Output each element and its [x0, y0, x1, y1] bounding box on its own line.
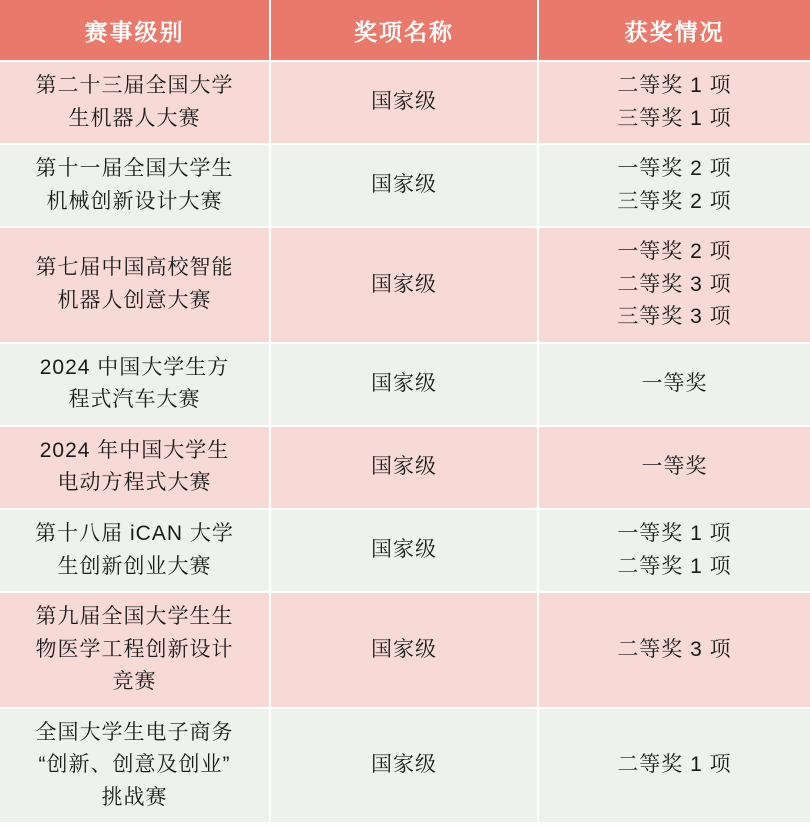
cell-event: 2024 年中国大学生 电动方程式大赛 — [0, 426, 270, 509]
column-header-result: 获奖情况 — [538, 0, 810, 61]
cell-level: 国家级 — [270, 592, 538, 708]
cell-result: 一等奖 — [538, 426, 810, 509]
cell-result: 一等奖 2 项 二等奖 3 项 三等奖 3 项 — [538, 227, 810, 343]
table-row — [0, 509, 810, 592]
cell-result: 一等奖 — [538, 343, 810, 426]
column-header-event: 赛事级别 — [0, 0, 270, 61]
cell-event: 第十一届全国大学生 机械创新设计大赛 — [0, 144, 270, 227]
table-row — [0, 61, 810, 144]
cell-event: 第七届中国高校智能 机器人创意大赛 — [0, 227, 270, 343]
cell-level: 国家级 — [270, 144, 538, 227]
cell-result: 二等奖 1 项 三等奖 1 项 — [538, 61, 810, 144]
cell-level: 国家级 — [270, 61, 538, 144]
cell-level: 国家级 — [270, 227, 538, 343]
cell-event: 第九届全国大学生生 物医学工程创新设计 竞赛 — [0, 592, 270, 708]
table-header-row — [0, 0, 810, 61]
cell-result: 一等奖 2 项 三等奖 2 项 — [538, 144, 810, 227]
cell-level: 国家级 — [270, 343, 538, 426]
table-row — [0, 227, 810, 343]
cell-level: 国家级 — [270, 509, 538, 592]
table-row — [0, 426, 810, 509]
table-row — [0, 144, 810, 227]
table-row — [0, 343, 810, 426]
cell-result: 二等奖 1 项 — [538, 708, 810, 824]
cell-result: 一等奖 1 项 二等奖 1 项 — [538, 509, 810, 592]
table-row — [0, 592, 810, 708]
cell-result: 二等奖 3 项 — [538, 592, 810, 708]
table-header — [0, 0, 810, 61]
table-row — [0, 708, 810, 824]
cell-event: 2024 中国大学生方 程式汽车大赛 — [0, 343, 270, 426]
table-body — [0, 61, 810, 823]
column-header-level: 奖项名称 — [270, 0, 538, 61]
cell-level: 国家级 — [270, 426, 538, 509]
cell-level: 国家级 — [270, 708, 538, 824]
cell-event: 全国大学生电子商务 “创新、创意及创业” 挑战赛 — [0, 708, 270, 824]
cell-event: 第十八届 iCAN 大学 生创新创业大赛 — [0, 509, 270, 592]
cell-event: 第二十三届全国大学 生机器人大赛 — [0, 61, 270, 144]
